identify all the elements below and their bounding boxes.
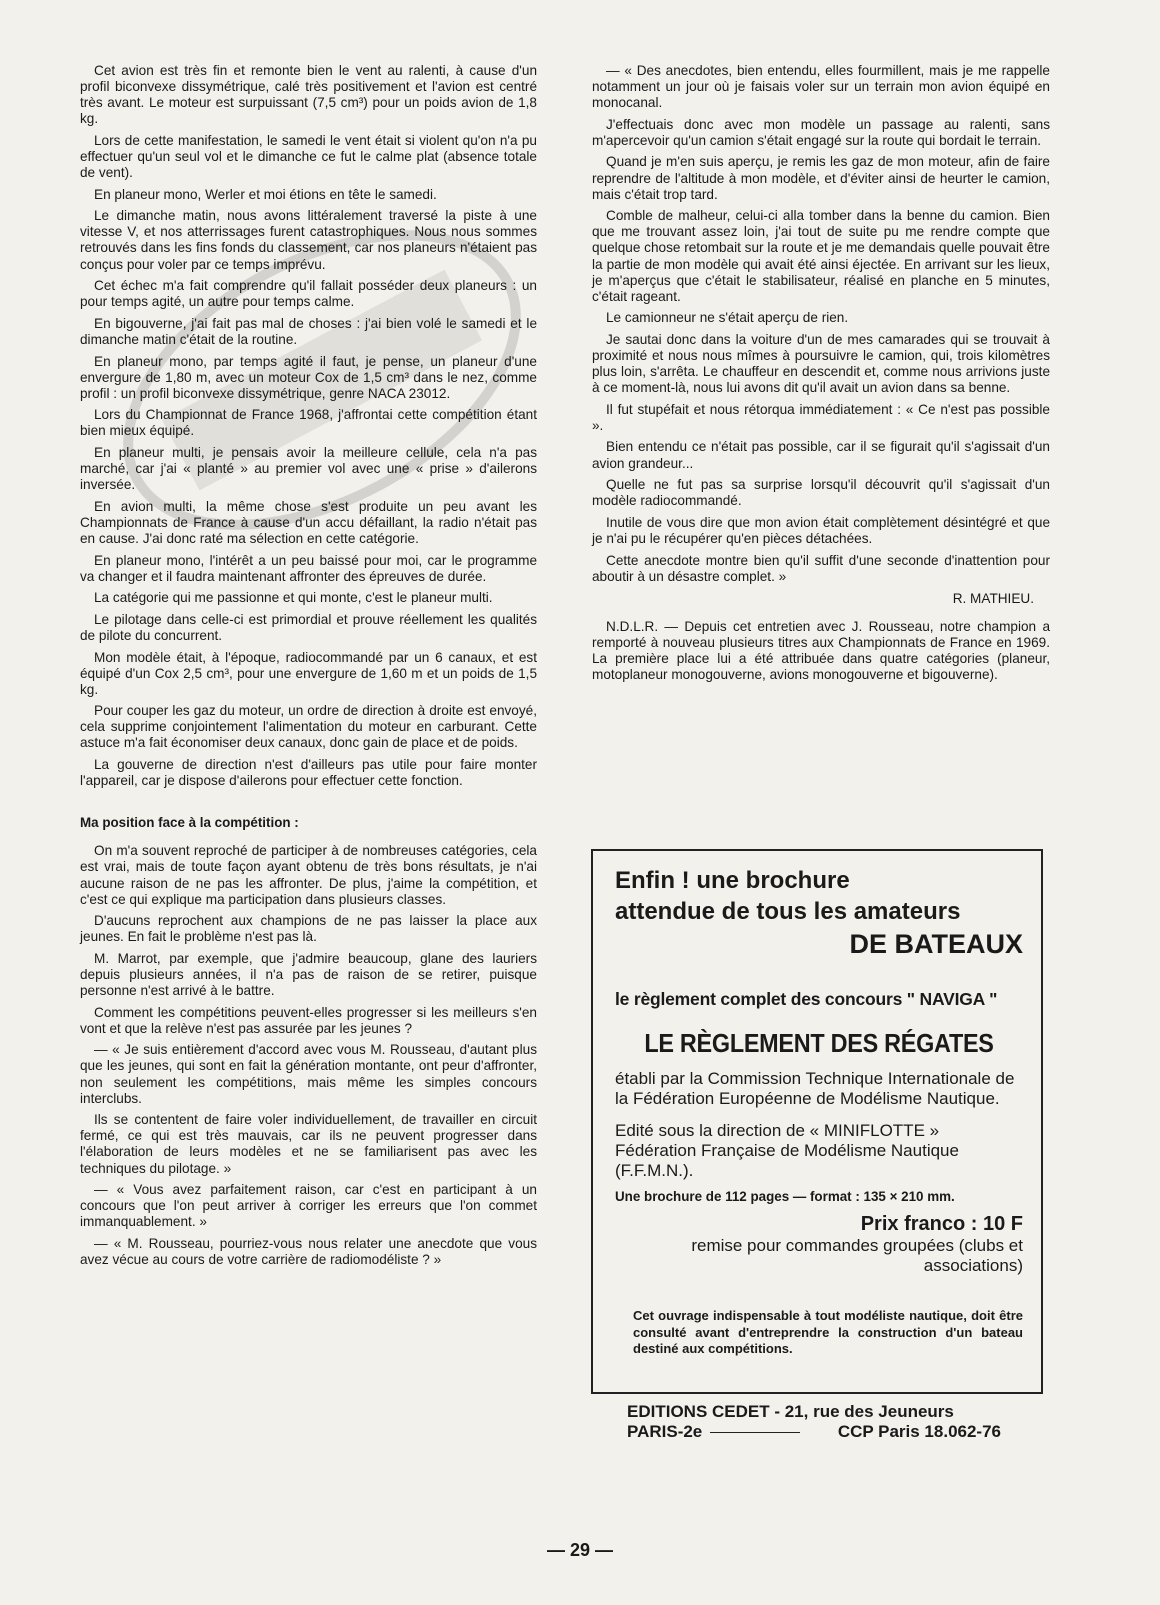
paragraph: M. Marrot, par exemple, que j'admire beaucoup, glane des lauriers depuis plusieurs années, il n'a pas de raison de se retirer, puisque personne n'est arrivé à le battre. [80,950,537,999]
paragraph: Bien entendu ce n'était pas possible, car il se figurait qu'il s'agissait d'un avion grandeur... [592,439,1050,471]
publisher-city-text: PARIS-2e [627,1421,703,1441]
editor-note: N.D.L.R. — Depuis cet entretien avec J. Rousseau, notre champion a remporté à nouveau plusieurs titres aux Championnats de France en 1969. La première place lui a été attribuée dans quatre catégories (planeur, motoplaneur monogouverne, avions monogouverne et bigouverne). [592,618,1050,683]
paragraph: Pour couper les gaz du moteur, un ordre de direction à droite est envoyé, cela supprime conjointement l'alimentation du moteur en carburant. Cette astuce m'a fait économiser deux canaux, donc gain de place et de poids. [80,703,537,751]
publisher-address: EDITIONS CEDET - 21, rue des Jeuneurs [627,1401,954,1421]
ad-headline: attendue de tous les amateurs [615,898,961,925]
paragraph: Inutile de vous dire que mon avion était complètement désintégré et que je n'ai pu le récupérer qu'en pièces détachées. [592,514,1050,546]
paragraph: La catégorie qui me passionne et qui monte, c'est le planeur multi. [94,590,493,606]
paragraph: — « Des anecdotes, bien entendu, elles fourmillent, mais je me rappelle notamment un jour où je faisais voler sur un terrain mon avion équipé en monocanal. [592,63,1050,111]
paragraph: On m'a souvent reproché de participer à de nombreuses catégories, cela est vrai, mais de toute façon ayant obtenu de très bons résultats, je n'ai aucune raison de ne pas les affronter. De plus, j'aime la compétition, et c'est ce qui explique ma participation dans plusieurs classes. [80,843,537,907]
paragraph: D'aucuns reprochent aux champions de ne pas laisser la place aux jeunes. En fait le problème n'est pas là. [80,913,537,945]
paragraph: Comment les compétitions peuvent-elles progresser si les meilleurs s'en vont et que la relève n'est pas assurée par les jeunes ? [80,1004,537,1036]
ad-discount: remise pour commandes groupées (clubs et associations) [691,1236,1023,1275]
ad-text: Edité sous la direction de « MINIFLOTTE » Fédération Française de Modélisme Nautique (F.F.M.N.). [615,1121,959,1180]
paragraph: Le pilotage dans celle-ci est primordial et prouve réellement les qualités de pilote du concurrent. [80,611,537,643]
advertisement-box [591,849,1043,1441]
paragraph: Il fut stupéfait et nous rétorqua immédiatement : « Ce n'est pas possible ». [592,401,1050,433]
ad-text: établi par la Commission Technique Internationale de la Fédération Européenne de Modélisme Nautique. [615,1069,1015,1108]
ad-price: Prix franco : 10 F [860,1213,1023,1235]
publisher-city [627,1422,808,1442]
left-column [80,63,537,1274]
paragraph: Mon modèle était, à l'époque, radiocommandé par un 6 canaux, et est équipé d'un Cox 2,5 cm³, pour une envergure de 1,60 m et un poids de 1,5 kg. [80,649,537,697]
paragraph: — « Vous avez parfaitement raison, car c'est en participant à un concours que l'on peut arriver à corriger les erreurs que l'on commet immanquablement. » [80,1182,537,1230]
publisher-row [627,1422,1023,1442]
paragraph: Le dimanche matin, nous avons littéralement traversé la piste à une vitesse V, et nos atterrissages furent catastrophiques. Nous nous sommes retrouvés dans les fins fonds du classement, car nos planeurs n'étaient pas conçus pour voler par ce temps imprévu. [80,208,537,272]
paragraph: Ils se contentent de faire voler individuellement, de travailler en circuit fermé, ce qui est très mauvais, car ils ne peuvent progresser dans l'élaboration de leurs modèles et ne se familiarisent pas avec les techniques du pilotage. » [80,1112,537,1176]
paragraph: Cet échec m'a fait comprendre qu'il fallait posséder deux planeurs : un pour temps agité, un autre pour temps calme. [80,278,537,310]
author-signature: R. MATHIEU. [952,590,1034,606]
ad-publisher [615,1402,1023,1442]
ad-title: LE RÈGLEMENT DES RÉGATES [644,1028,994,1058]
paragraph: Le camionneur ne s'était aperçu de rien. [606,310,849,326]
paragraph: En planeur mono, l'intérêt a un peu baissé pour moi, car le programme va changer et il faudra maintenant affronter des épreuves de durée. [80,552,537,584]
publisher-ccp: CCP Paris 18.062-76 [837,1421,1001,1441]
right-column [592,63,1050,683]
page-number: — 29 — [546,1540,614,1560]
paragraph: En planeur mono, Werler et moi étions en tête le samedi. [94,186,437,202]
section-heading: Ma position face à la compétition : [80,815,299,831]
paragraph: Lors du Championnat de France 1968, j'affrontai cette compétition étant bien mieux équipé. [80,407,537,439]
ad-headline: Enfin ! une brochure [615,867,850,894]
paragraph: J'effectuais donc avec mon modèle un passage au ralenti, sans m'apercevoir qu'un camion s'était engagé sur la route qui bordait le terrain. [592,116,1050,148]
paragraph: Cet avion est très fin et remonte bien le vent au ralenti, à cause d'un profil biconvexe dissymétrique, calé très positivement et l'avion est centré très avant. Le moteur est surpuissant (7,5 cm³) pour un poids avion de 1,8 kg. [80,63,537,127]
paragraph: Quelle ne fut pas sa surprise lorsqu'il découvrit qu'il s'agissait d'un modèle radiocommandé. [592,477,1050,509]
ad-brochure-details: Une brochure de 112 pages — format : 135 × 210 mm. [615,1189,955,1204]
ad-note: Cet ouvrage indispensable à tout modéliste nautique, doit être consulté avant d'entreprendre la construction d'un bateau destiné aux compétitions. [633,1308,1023,1356]
paragraph: — « Je suis entièrement d'accord avec vous M. Rousseau, d'autant plus que les jeunes, qui sont en fait la génération montante, ont peur d'affronter, non seulement les compétitions, mais même les simples concours interclubs. [80,1042,537,1106]
paragraph: En planeur multi, je pensais avoir la meilleure cellule, cela n'a pas marché, car j'ai « planté » au premier vol avec une « prise » d'ailerons inversée. [80,444,537,493]
paragraph: Quand je m'en suis aperçu, je remis les gaz de mon moteur, afin de faire reprendre de l'altitude à mon modèle, et d'éviter ainsi de heurter le camion, mais c'était trop tard. [592,154,1050,202]
paragraph: — « M. Rousseau, pourriez-vous nous relater une anecdote que vous avez vécue au cours de votre carrière de radiomodéliste ? » [80,1235,537,1267]
paragraph: La gouverne de direction n'est d'ailleurs pas utile pour faire monter l'appareil, car je dispose d'ailerons pour effectuer cette fonction. [80,757,537,789]
divider [710,1432,800,1433]
ad-subtitle: le règlement complet des concours " NAVIGA " [615,989,998,1009]
paragraph: Lors de cette manifestation, le samedi le vent était si violent qu'on n'a pu effectuer qu'un seul vol et le dimanche ce fut le calme plat (absence totale de vent). [80,132,537,181]
paragraph: En bigouverne, j'ai fait pas mal de choses : j'ai bien volé le samedi et le dimanche matin c'était de la routine. [80,315,537,347]
paragraph: Cette anecdote montre bien qu'il suffit d'une seconde d'inattention pour aboutir à un désastre complet. » [592,552,1050,584]
paragraph: Je sautai donc dans la voiture d'un de mes camarades qui se trouvait à proximité et nous nous mîmes à poursuivre le camion, qui, trois kilomètres plus loin, s'arrêta. Le chauffeur en descendit et, comme nous arrivions juste à ce moment-là, nous lui avons dit qu'il avait un avion dans sa benne. [592,331,1050,396]
paragraph: En planeur mono, par temps agité il faut, je pense, un planeur d'une envergure de 1,80 m, avec un moteur Cox de 1,5 cm³ dans le nez, comme profil : un profil biconvexe dissymétrique, genre NACA 23012. [80,353,537,401]
paragraph: En avion multi, la même chose s'est produite un peu avant les Championnats de France à cause d'un accu défaillant, la radio n'était pas en cause. J'ai donc raté ma sélection en cette catégorie. [80,498,537,546]
paragraph: Comble de malheur, celui-ci alla tomber dans la benne du camion. Bien que me trouvant assez loin, j'ai tout de suite pu me rendre compte que quelque chose retombait sur la route et je me demandais quelle pouvait être la partie de mon modèle qui avait été ainsi éjectée. En arrivant sur les lieux, je m'aperçus que c'était le stabilisateur, réalisé en planche en 5 minutes, c'était rageant. [592,208,1050,304]
ad-headline: DE BATEAUX [849,929,1023,959]
